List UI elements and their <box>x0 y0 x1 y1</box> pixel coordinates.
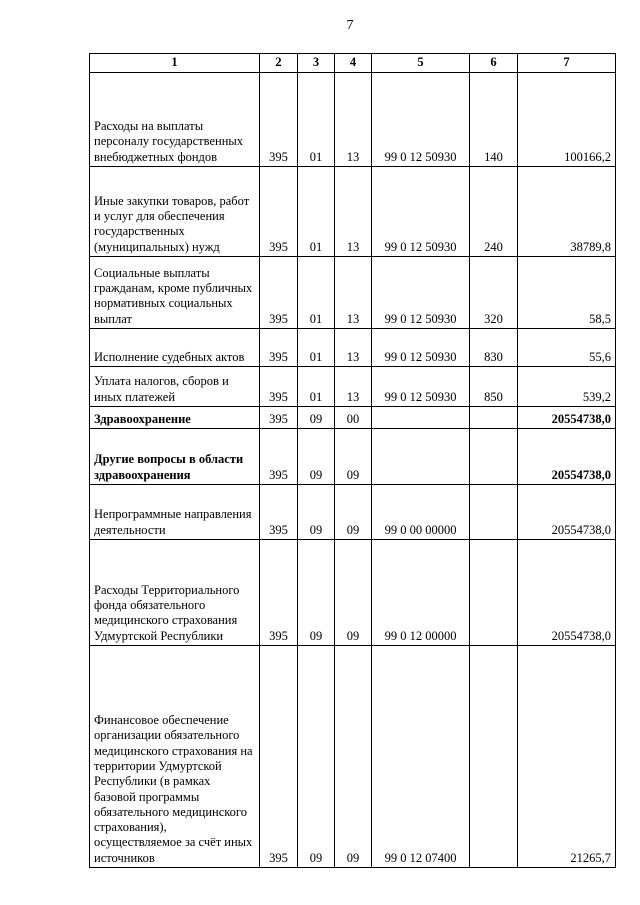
cell-col4: 13 <box>335 329 372 367</box>
cell-col2: 395 <box>260 485 298 540</box>
cell-col7: 20554738,0 <box>518 407 616 429</box>
table-row <box>90 257 616 329</box>
cell-col2: 395 <box>260 167 298 257</box>
table-row <box>90 646 616 868</box>
cell-col6 <box>470 646 518 868</box>
cell-col5: 99 0 12 50930 <box>372 329 470 367</box>
cell-col5: 99 0 12 50930 <box>372 367 470 407</box>
column-header: 4 <box>335 54 372 73</box>
cell-col2: 395 <box>260 407 298 429</box>
row-name: Социальные выплаты гражданам, кроме публичных нормативных социальных выплат <box>90 257 260 329</box>
cell-col4: 09 <box>335 429 372 485</box>
cell-col5: 99 0 12 50930 <box>372 257 470 329</box>
cell-col6: 850 <box>470 367 518 407</box>
table-row <box>90 329 616 367</box>
cell-col7: 38789,8 <box>518 167 616 257</box>
cell-col3: 09 <box>298 485 335 540</box>
cell-col3: 09 <box>298 429 335 485</box>
cell-col4: 09 <box>335 646 372 868</box>
cell-col3: 09 <box>298 646 335 868</box>
cell-col4: 13 <box>335 167 372 257</box>
row-name: Здравоохранение <box>90 407 260 429</box>
cell-col6 <box>470 485 518 540</box>
cell-col7: 21265,7 <box>518 646 616 868</box>
cell-col4: 13 <box>335 73 372 167</box>
row-name: Расходы Территориального фонда обязательного медицинского страхования Удмуртской Республики <box>90 540 260 646</box>
cell-col3: 09 <box>298 407 335 429</box>
table-row <box>90 73 616 167</box>
page-number: 7 <box>346 18 354 33</box>
table-row <box>90 407 616 429</box>
cell-col5: 99 0 12 07400 <box>372 646 470 868</box>
cell-col2: 395 <box>260 367 298 407</box>
cell-col2: 395 <box>260 540 298 646</box>
cell-col3: 09 <box>298 540 335 646</box>
cell-col3: 01 <box>298 167 335 257</box>
cell-col4: 13 <box>335 257 372 329</box>
table-row <box>90 429 616 485</box>
row-name: Уплата налогов, сборов и иных платежей <box>90 367 260 407</box>
cell-col5: 99 0 12 50930 <box>372 73 470 167</box>
cell-col2: 395 <box>260 73 298 167</box>
cell-col7: 20554738,0 <box>518 540 616 646</box>
budget-table <box>89 53 616 868</box>
row-name: Расходы на выплаты персоналу государственных внебюджетных фондов <box>90 73 260 167</box>
table-row <box>90 367 616 407</box>
cell-col3: 01 <box>298 73 335 167</box>
row-name: Иные закупки товаров, работ и услуг для обеспечения государственных (муниципальных) нужд <box>90 167 260 257</box>
cell-col7: 58,5 <box>518 257 616 329</box>
table-row <box>90 540 616 646</box>
row-name: Финансовое обеспечение организации обязательного медицинского страхования на территории Удмуртской Республики (в рамках базовой программы обязательного медицинского страхования), осуществляемое за счёт иных источников <box>90 646 260 868</box>
cell-col4: 00 <box>335 407 372 429</box>
table-row <box>90 167 616 257</box>
cell-col7: 55,6 <box>518 329 616 367</box>
cell-col3: 01 <box>298 257 335 329</box>
cell-col4: 13 <box>335 367 372 407</box>
cell-col6 <box>470 540 518 646</box>
cell-col5: 99 0 00 00000 <box>372 485 470 540</box>
table-header-row <box>90 54 616 73</box>
column-header: 6 <box>470 54 518 73</box>
row-name: Другие вопросы в области здравоохранения <box>90 429 260 485</box>
cell-col2: 395 <box>260 257 298 329</box>
cell-col6: 140 <box>470 73 518 167</box>
cell-col6: 320 <box>470 257 518 329</box>
cell-col2: 395 <box>260 329 298 367</box>
cell-col7: 539,2 <box>518 367 616 407</box>
column-header: 5 <box>372 54 470 73</box>
cell-col7: 100166,2 <box>518 73 616 167</box>
cell-col2: 395 <box>260 429 298 485</box>
cell-col2: 395 <box>260 646 298 868</box>
cell-col7: 20554738,0 <box>518 429 616 485</box>
row-name: Непрограммные направления деятельности <box>90 485 260 540</box>
cell-col5: 99 0 12 00000 <box>372 540 470 646</box>
table-row <box>90 485 616 540</box>
cell-col3: 01 <box>298 367 335 407</box>
cell-col7: 20554738,0 <box>518 485 616 540</box>
cell-col4: 09 <box>335 485 372 540</box>
cell-col5: 99 0 12 50930 <box>372 167 470 257</box>
cell-col6: 240 <box>470 167 518 257</box>
column-header: 7 <box>518 54 616 73</box>
cell-col4: 09 <box>335 540 372 646</box>
cell-col6 <box>470 407 518 429</box>
column-header: 3 <box>298 54 335 73</box>
cell-col6: 830 <box>470 329 518 367</box>
cell-col3: 01 <box>298 329 335 367</box>
cell-col6 <box>470 429 518 485</box>
column-header: 2 <box>260 54 298 73</box>
cell-col5 <box>372 407 470 429</box>
cell-col5 <box>372 429 470 485</box>
column-header: 1 <box>90 54 260 73</box>
row-name: Исполнение судебных актов <box>90 329 260 367</box>
